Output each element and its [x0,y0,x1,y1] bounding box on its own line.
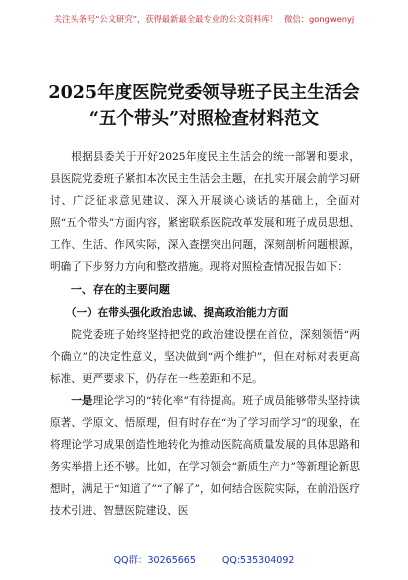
banner-text: 关注头条号“公文研究”，获得最新最全最专业的公文资料库！ [53,14,279,24]
intro-paragraph: 根据县委关于开好2025年度民主生活会的统一部署和要求，县医院党委班子紧扣本次民主生活会主题，在扎实开展会前学习研讨、广泛征求意见建议、深入开展谈心谈话的基础上，全面对照“五个带头”方面内容，紧密联系医院改革发展和班子成员思想、工作、生活、作风实际，深入查摆突出问题，深刻剖析问题根源，明确了下步努力方向和整改措施。现将对照检查情况报告如下： [50,151,360,273]
paragraph-1: 院党委班子始终坚持把党的政治建设摆在首位，深刻领悟“两个确立”的决定性意义，坚决做到“两个维护”，但在对标对表更高标准、更严要求下，仍存在一些差距和不足。 [50,329,360,385]
document-title-line2: “五个带头”对照检查材料范文 [88,109,320,129]
footer-contact [0,552,408,566]
footer-qq: QQ:535304092 [221,555,295,566]
document-title-line1: 2025年度医院党委领导班子民主生活会 [48,83,360,103]
paragraph-2-text: 理论学习的“转化率”有待提高。班子成员能够带头坚持读原著、学原文、悟原理，但有时存在“为了学习而学习”的现象，在将理论学习成果创造性地转化为推动医院高质量发展的具体思路和务实举措上还不够。比如，在学习领会“新质生产力”等新理论新思想时，满足于“知道了”“了解了”，如何结合医院实际，在前沿医疗技术引进、智慧医院建设、医 [50,395,360,517]
section-heading: 一、存在的主要问题 [70,283,170,296]
footer-qq-group: QQ群：30265665 [113,555,196,566]
subsection-heading: （一）在带头强化政治忠诚、提高政治能力方面 [65,307,289,319]
top-banner [0,0,408,38]
banner-wechat: 微信：gongwenyj [284,14,355,24]
document-body [50,146,360,522]
paragraph-2-lead: 一是 [71,395,93,407]
paragraph-2 [50,390,360,522]
